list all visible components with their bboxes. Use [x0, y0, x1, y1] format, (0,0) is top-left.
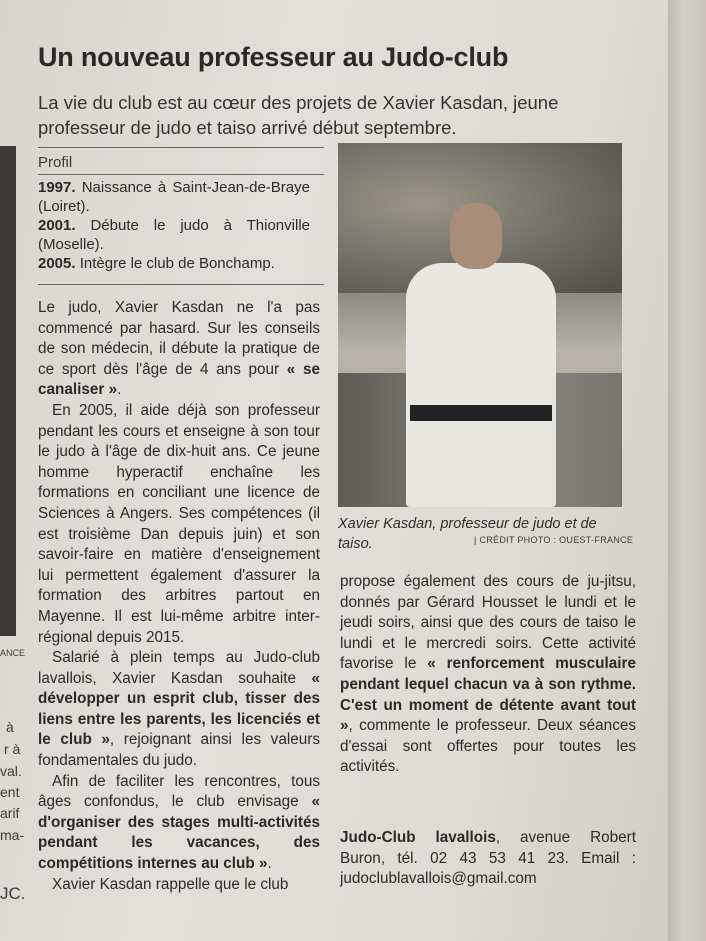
profile-text: Naissance à Saint-Jean-de-Braye (Loiret).	[38, 179, 310, 215]
photo-black-belt	[410, 405, 552, 421]
body-quote: « renforcement musculaire pendant lequel chacun va à son rythme. C'est un moment de détente avant tout »	[340, 655, 636, 735]
body-paragraph: En 2005, il aide déjà son professeur pendant les cours et enseigne à son tour le judo à l'âge de dix-huit ans. Ce jeune homme hyperactif enchaîne les formations en conciliant une licence de Sciences à Angers. Ses compétences (il est troisième Dan depuis juin) et son savoir-faire en matière d'enseignement lui permettent également d'assurer la formation des arbitres partout en Mayenne. Il est lui-même arbitre inter-régional depuis 2015.	[38, 401, 320, 646]
body-column-right	[340, 572, 636, 778]
photo-credit: | CRÉDIT PHOTO : OUEST-FRANCE	[474, 535, 634, 545]
profile-year: 2001.	[38, 217, 76, 234]
profile-underline	[38, 174, 324, 175]
body-paragraph	[38, 772, 320, 875]
photo-caption: Xavier Kasdan, professeur de judo et de taiso.	[338, 516, 597, 552]
adjacent-photo-strip	[0, 146, 16, 636]
body-text: Afin de faciliter les rencontres, tous âges confondus, le club envisage	[38, 772, 320, 811]
body-paragraph	[340, 572, 636, 778]
contact-info	[340, 828, 636, 890]
profile-year: 2005.	[38, 255, 76, 272]
adjacent-fragment: JC.	[0, 884, 26, 903]
headline: Un nouveau professeur au Judo-club	[38, 42, 509, 72]
body-quote: « développer un esprit club, tisser des liens entre les parents, les licenciés et le club »	[38, 669, 320, 749]
adjacent-fragment: r à	[4, 741, 21, 757]
body-paragraph	[38, 298, 320, 401]
body-text: propose également des cours de ju-jitsu, donnés par Gérard Housset le lundi et le jeudi soirs, ainsi que des cours de taiso le lundi et le mercredi soirs. Cette activité favorise le	[340, 573, 636, 673]
article	[38, 40, 648, 893]
body-column-left	[38, 298, 320, 895]
body-quote: « se canaliser »	[38, 360, 320, 399]
body-text: , rejoignant ainsi les valeurs fondamentales du judo.	[38, 731, 320, 770]
profile-year: 1997.	[38, 179, 76, 196]
adjacent-fragment: val.	[0, 763, 22, 779]
profile-entry	[38, 216, 310, 254]
profile-rule	[38, 147, 324, 148]
lead-paragraph: La vie du club est au cœur des projets de Xavier Kasdan, jeune professeur de judo et taiso arrivé début septembre.	[38, 92, 559, 138]
body-text: .	[117, 381, 122, 399]
body-text: .	[267, 855, 272, 873]
photo-judogi	[406, 263, 556, 507]
body-text: , commente le professeur. Deux séances d'essai sont offertes pour toutes les activités.	[340, 717, 636, 776]
profile-entry	[38, 254, 310, 273]
body-paragraph: Xavier Kasdan rappelle que le club	[52, 875, 289, 893]
body-quote: « d'organiser des stages multi-activités pendant les vacances, des compétitions internes au club »	[38, 793, 320, 873]
adjacent-fragment: arif	[0, 805, 20, 821]
profile-entry	[38, 178, 310, 216]
adjacent-fragment: ma-	[0, 827, 25, 843]
contact-name: Judo-Club lavallois	[340, 829, 496, 846]
profile-box	[38, 178, 310, 273]
body-text: Le judo, Xavier Kasdan ne l'a pas commencé par hasard. Sur les conseils de son médecin, il débute la pratique de ce sport dès l'âge de 4 ans pour	[38, 299, 320, 378]
body-text: Salarié à plein temps au Judo-club lavallois, Xavier Kasdan souhaite	[38, 649, 320, 687]
photo-person-head	[450, 203, 502, 269]
contact-details: , avenue Robert Buron, tél. 02 43 53 41 23. Email : judoclublavallois@gmail.com	[340, 829, 636, 888]
adjacent-fragment: ANCE	[0, 648, 26, 658]
judo-photo	[338, 143, 622, 507]
page-fold	[668, 0, 706, 941]
body-paragraph	[38, 648, 320, 772]
profile-label: Profil	[38, 154, 73, 171]
profile-text: Intègre le club de Bonchamp.	[79, 255, 275, 272]
profile-text: Débute le judo à Thionville (Moselle).	[38, 217, 310, 253]
adjacent-fragment: ent	[0, 784, 20, 800]
profile-bottom-rule	[38, 284, 324, 285]
adjacent-fragment: à	[6, 719, 14, 735]
